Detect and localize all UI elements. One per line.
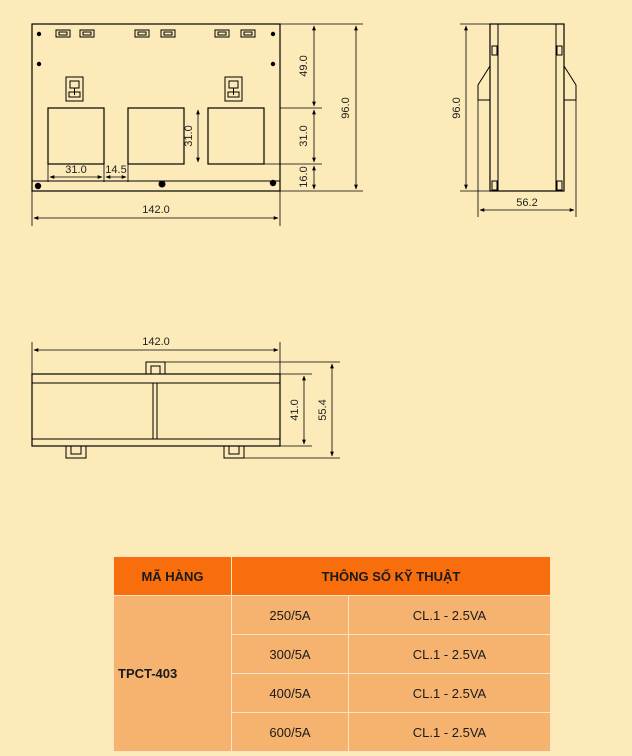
class-cell: CL.1 - 2.5VA: [349, 596, 551, 635]
dim-front-31-bottom: 31.0: [65, 164, 87, 176]
side-body-outline: [490, 24, 564, 191]
product-code: TPCT-403: [114, 596, 232, 752]
header-code: MÃ HÀNG: [114, 557, 232, 596]
dim-front-31-inner: 31.0: [183, 125, 195, 147]
side-dimensions: [460, 24, 576, 217]
dim-front-14-5: 14.5: [105, 164, 127, 176]
ratio-cell: 250/5A: [232, 596, 349, 635]
spec-table: [113, 556, 551, 752]
header-spec: THÔNG SỐ KỸ THUẬT: [232, 557, 551, 596]
table-row: [114, 596, 551, 635]
dim-bottom-55-4: 55.4: [317, 399, 329, 421]
terminal-left: [66, 77, 83, 101]
spec-table-header: [114, 557, 551, 596]
class-cell: CL.1 - 2.5VA: [349, 674, 551, 713]
front-dimensions: [32, 24, 363, 226]
dim-front-142: 142.0: [142, 204, 170, 216]
ratio-cell: 300/5A: [232, 635, 349, 674]
dim-bottom-41: 41.0: [289, 399, 301, 421]
bottom-view: [32, 362, 280, 458]
dim-side-96: 96.0: [451, 97, 463, 119]
front-dimension-labels: [65, 55, 352, 216]
dim-bottom-142: 142.0: [142, 336, 170, 348]
dim-front-31-right: 31.0: [298, 125, 310, 147]
side-dimension-labels: [451, 97, 538, 209]
class-cell: CL.1 - 2.5VA: [349, 635, 551, 674]
dim-front-16: 16.0: [298, 166, 310, 188]
ratio-cell: 600/5A: [232, 713, 349, 752]
bottom-dimension-labels: [142, 336, 329, 421]
side-view: [478, 24, 576, 191]
ratio-cell: 400/5A: [232, 674, 349, 713]
bottom-body-outline: [32, 374, 280, 446]
front-top-slots: [56, 30, 255, 37]
dim-side-56-2: 56.2: [516, 197, 538, 209]
window-left: [48, 108, 104, 164]
window-middle: [128, 108, 184, 164]
dim-front-49: 49.0: [298, 55, 310, 77]
class-cell: CL.1 - 2.5VA: [349, 713, 551, 752]
window-right: [208, 108, 264, 164]
terminal-right: [225, 77, 242, 101]
dim-front-96: 96.0: [340, 97, 352, 119]
